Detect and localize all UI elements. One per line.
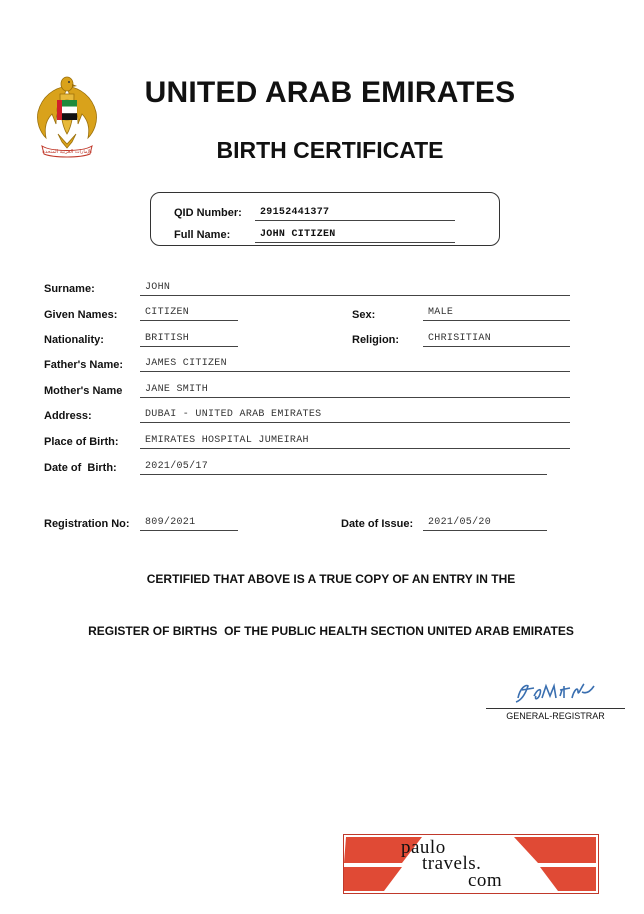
full-name-value: JOHN CITIZEN bbox=[255, 229, 455, 243]
sex-value: MALE bbox=[423, 307, 570, 321]
nationality-label: Nationality: bbox=[44, 334, 104, 346]
registrar-title: GENERAL-REGISTRAR bbox=[506, 711, 605, 721]
watermark-line-2: travels. bbox=[422, 853, 482, 874]
nationality-value: BRITISH bbox=[140, 333, 238, 347]
surname-value: JOHN bbox=[140, 282, 570, 296]
surname-label: Surname: bbox=[44, 283, 95, 295]
id-box bbox=[150, 192, 500, 246]
watermark-line-1: paulo bbox=[401, 837, 446, 858]
father-name-value: JAMES CITIZEN bbox=[140, 358, 570, 372]
place-of-birth-label: Place of Birth: bbox=[44, 436, 119, 448]
place-of-birth-value: EMIRATES HOSPITAL JUMEIRAH bbox=[140, 435, 570, 449]
address-value: DUBAI - UNITED ARAB EMIRATES bbox=[140, 409, 570, 423]
father-name-label: Father's Name: bbox=[44, 359, 124, 371]
registration-no-value: 809/2021 bbox=[140, 517, 238, 531]
given-names-value: CITIZEN bbox=[140, 307, 238, 321]
mother-name-value: JANE SMITH bbox=[140, 384, 570, 398]
date-of-birth-value: 2021/05/17 bbox=[140, 461, 547, 475]
mother-name-label: Mother's Name bbox=[44, 385, 123, 397]
watermark-line-3: com bbox=[468, 870, 503, 891]
date-of-issue-label: Date of Issue: bbox=[341, 518, 414, 530]
registrar-signature bbox=[512, 678, 598, 708]
uae-emblem-icon bbox=[32, 72, 102, 158]
country-title: UNITED ARAB EMIRATES bbox=[144, 76, 516, 109]
religion-value: CHRISITIAN bbox=[423, 333, 570, 347]
given-names-label: Given Names: bbox=[44, 309, 118, 321]
date-of-issue-value: 2021/05/20 bbox=[423, 517, 547, 531]
signature-line bbox=[486, 708, 625, 709]
certification-line-1: CERTIFIED THAT ABOVE IS A TRUE COPY OF AN ENTRY IN THE bbox=[146, 572, 516, 586]
full-name-label: Full Name: bbox=[174, 229, 231, 241]
emblem-caption: الإمارات العربية المتحدة bbox=[42, 149, 92, 155]
qid-label: QID Number: bbox=[174, 207, 242, 219]
address-label: Address: bbox=[44, 410, 92, 422]
registration-no-label: Registration No: bbox=[44, 518, 130, 530]
document-title: BIRTH CERTIFICATE bbox=[216, 137, 444, 163]
date-of-birth-label: Date of Birth: bbox=[44, 462, 117, 474]
certification-line-2: REGISTER OF BIRTHS OF THE PUBLIC HEALTH SECTION UNITED ARAB EMIRATES bbox=[88, 624, 574, 638]
qid-value: 29152441377 bbox=[255, 207, 455, 221]
sex-label: Sex: bbox=[352, 309, 376, 321]
religion-label: Religion: bbox=[352, 334, 400, 346]
paulo-travels-watermark bbox=[343, 834, 599, 894]
